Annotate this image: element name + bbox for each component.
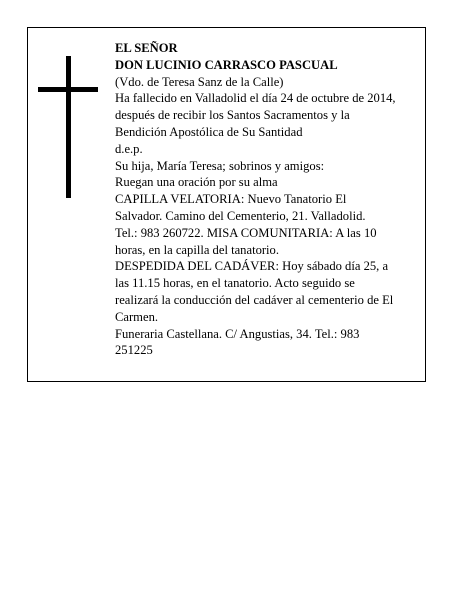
notice-line-mass-2: horas, en la capilla del tanatorio.	[115, 242, 280, 257]
notice-line-death-2: después de recibir los Santos Sacramentos y la	[115, 108, 350, 123]
notice-heading-name: DON LUCINIO CARRASCO PASCUAL	[115, 57, 338, 72]
notice-line-farewell-1: DESPEDIDA DEL CADÁVER: Hoy sábado día 25, a	[115, 259, 389, 274]
notice-text	[115, 40, 425, 359]
notice-line-rip: d.e.p.	[115, 141, 143, 156]
notice-heading-title: EL SEÑOR	[115, 41, 178, 55]
notice-line-death-1: Ha fallecido en Valladolid el día 24 de octubre de 2014,	[115, 91, 396, 106]
cross-vertical-bar	[66, 56, 71, 198]
notice-line-funeral-home-2: 251225	[115, 343, 153, 358]
obituary-notice	[27, 27, 426, 382]
notice-line-mass-1: Tel.: 983 260722. MISA COMUNITARIA: A las 10	[115, 225, 377, 240]
cross-horizontal-bar	[38, 87, 98, 92]
notice-line-prayer: Ruegan una oración por su alma	[115, 175, 278, 190]
notice-line-farewell-4: Carmen.	[115, 309, 159, 324]
notice-line-death-3: Bendición Apostólica de Su Santidad	[115, 124, 303, 139]
notice-line-chapel-1: CAPILLA VELATORIA: Nuevo Tanatorio El	[115, 192, 347, 207]
notice-line-widower: (Vdo. de Teresa Sanz de la Calle)	[115, 74, 284, 89]
notice-line-chapel-2: Salvador. Camino del Cementerio, 21. Valladolid.	[115, 208, 366, 223]
notice-line-funeral-home-1: Funeraria Castellana. C/ Angustias, 34. Tel.: 983	[115, 326, 360, 341]
notice-line-family: Su hija, María Teresa; sobrinos y amigos:	[115, 158, 325, 173]
cross-icon	[38, 56, 98, 198]
notice-line-farewell-3: realizará la conducción del cadáver al cementerio de El	[115, 292, 394, 307]
notice-line-farewell-2: las 11.15 horas, en el tanatorio. Acto seguido se	[115, 276, 355, 291]
